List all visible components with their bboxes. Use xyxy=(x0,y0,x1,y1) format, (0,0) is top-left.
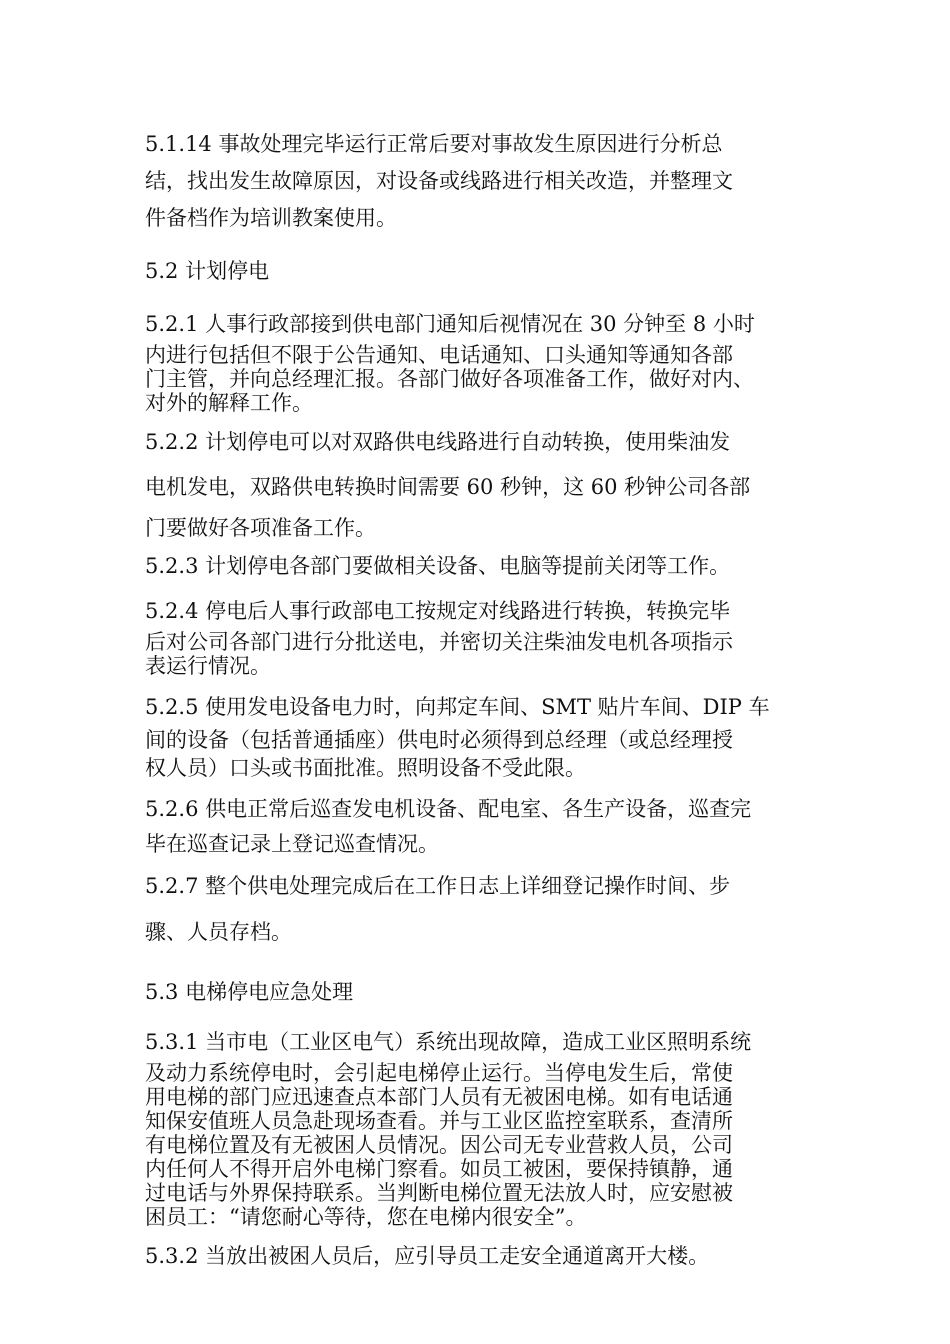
text-line: 门要做好各项准备工作。 xyxy=(145,516,376,540)
text-line: 内任何人不得开启外电梯门察看。如员工被困，要保持镇静，通 xyxy=(145,1157,733,1181)
paragraph-5-3-2 xyxy=(145,1241,808,1271)
text-line: 5.2.3 计划停电各部门要做相关设备、电脑等提前关闭等工作。 xyxy=(145,554,731,578)
text-line: 5.3.2 当放出被困人员后，应引导员工走安全通道离开大楼。 xyxy=(145,1244,710,1268)
text-line: 5.2.4 停电后人事行政部电工按规定对线路进行转换，转换完毕 xyxy=(145,599,731,623)
paragraph-5-2-7 xyxy=(145,868,808,960)
text-line: 后对公司各部门进行分批送电，并密切关注柴油发电机各项指示 xyxy=(145,630,733,654)
text-line: 5.3.1 当市电（工业区电气）系统出现故障，造成工业区照明系统 xyxy=(145,1030,752,1054)
text-line: 骤、人员存档。 xyxy=(145,920,292,944)
text-line: 权人员）口头或书面批准。照明设备不受此限。 xyxy=(145,756,586,780)
text-line: 及动力系统停电时，会引起电梯停止运行。当停电发生后，常使 xyxy=(145,1061,733,1085)
text-line: 知保安值班人员急赴现场查看。并与工业区监控室联系，查清所 xyxy=(145,1109,733,1133)
text-line: 5.2.2 计划停电可以对双路供电线路进行自动转换，使用柴油发 xyxy=(145,430,731,454)
paragraph-5-2-5 xyxy=(145,690,808,780)
text-line: 件备档作为培训教案使用。 xyxy=(145,206,397,230)
text-line: 5.2.1 人事行政部接到供电部门通知后视情况在 30 分钟至 8 小时 xyxy=(145,312,755,336)
text-line: 内进行包括但不限于公告通知、电话通知、口头通知等通知各部 xyxy=(145,343,733,367)
text-line: 对外的解释工作。 xyxy=(145,391,313,415)
section-heading-5-2 xyxy=(145,253,808,290)
text-line: 5.2.5 使用发电设备电力时，向邦定车间、SMT 贴片车间、DIP 车 xyxy=(145,695,770,719)
text-line: 电机发电，双路供电转换时间需要 60 秒钟，这 60 秒钟公司各部 xyxy=(145,475,751,499)
text-line: 5.2.7 整个供电处理完成后在工作日志上详细登记操作时间、步 xyxy=(145,874,731,898)
text-line: 有电梯位置及有无被困人员情况。因公司无专业营救人员，公司 xyxy=(145,1133,733,1157)
text-line: 困员工：“请您耐心等待，您在电梯内很安全”。 xyxy=(145,1205,587,1229)
text-line: 毕在巡查记录上登记巡查情况。 xyxy=(145,832,439,856)
text-line: 间的设备（包括普通插座）供电时必须得到总经理（或总经理授 xyxy=(145,728,733,752)
text-line: 表运行情况。 xyxy=(145,654,271,678)
paragraph-5-3-1 xyxy=(145,1024,808,1229)
section-heading-text: 5.3 电梯停电应急处理 xyxy=(145,980,354,1004)
text-line: 用电梯的部门应迅速查点本部门人员有无被困电梯。如有电话通 xyxy=(145,1085,733,1109)
paragraph-5-1-14 xyxy=(145,126,808,237)
paragraph-5-2-4 xyxy=(145,593,808,678)
paragraph-5-2-1 xyxy=(145,306,808,415)
section-heading-text: 5.2 计划停电 xyxy=(145,259,270,283)
text-line: 门主管，并向总经理汇报。各部门做好各项准备工作，做好对内、 xyxy=(145,367,754,391)
paragraph-5-2-6 xyxy=(145,792,808,862)
paragraph-5-2-2 xyxy=(145,427,808,539)
text-line: 5.1.14 事故处理完毕运行正常后要对事故发生原因进行分析总 xyxy=(145,132,723,156)
section-heading-5-3 xyxy=(145,976,808,1008)
text-line: 过电话与外界保持联系。当判断电梯位置无法放人时，应安慰被 xyxy=(145,1181,733,1205)
text-line: 5.2.6 供电正常后巡查发电机设备、配电室、各生产设备，巡查完 xyxy=(145,797,752,821)
paragraph-5-2-3 xyxy=(145,551,808,581)
text-line: 结，找出发生故障原因，对设备或线路进行相关改造，并整理文 xyxy=(145,169,733,193)
